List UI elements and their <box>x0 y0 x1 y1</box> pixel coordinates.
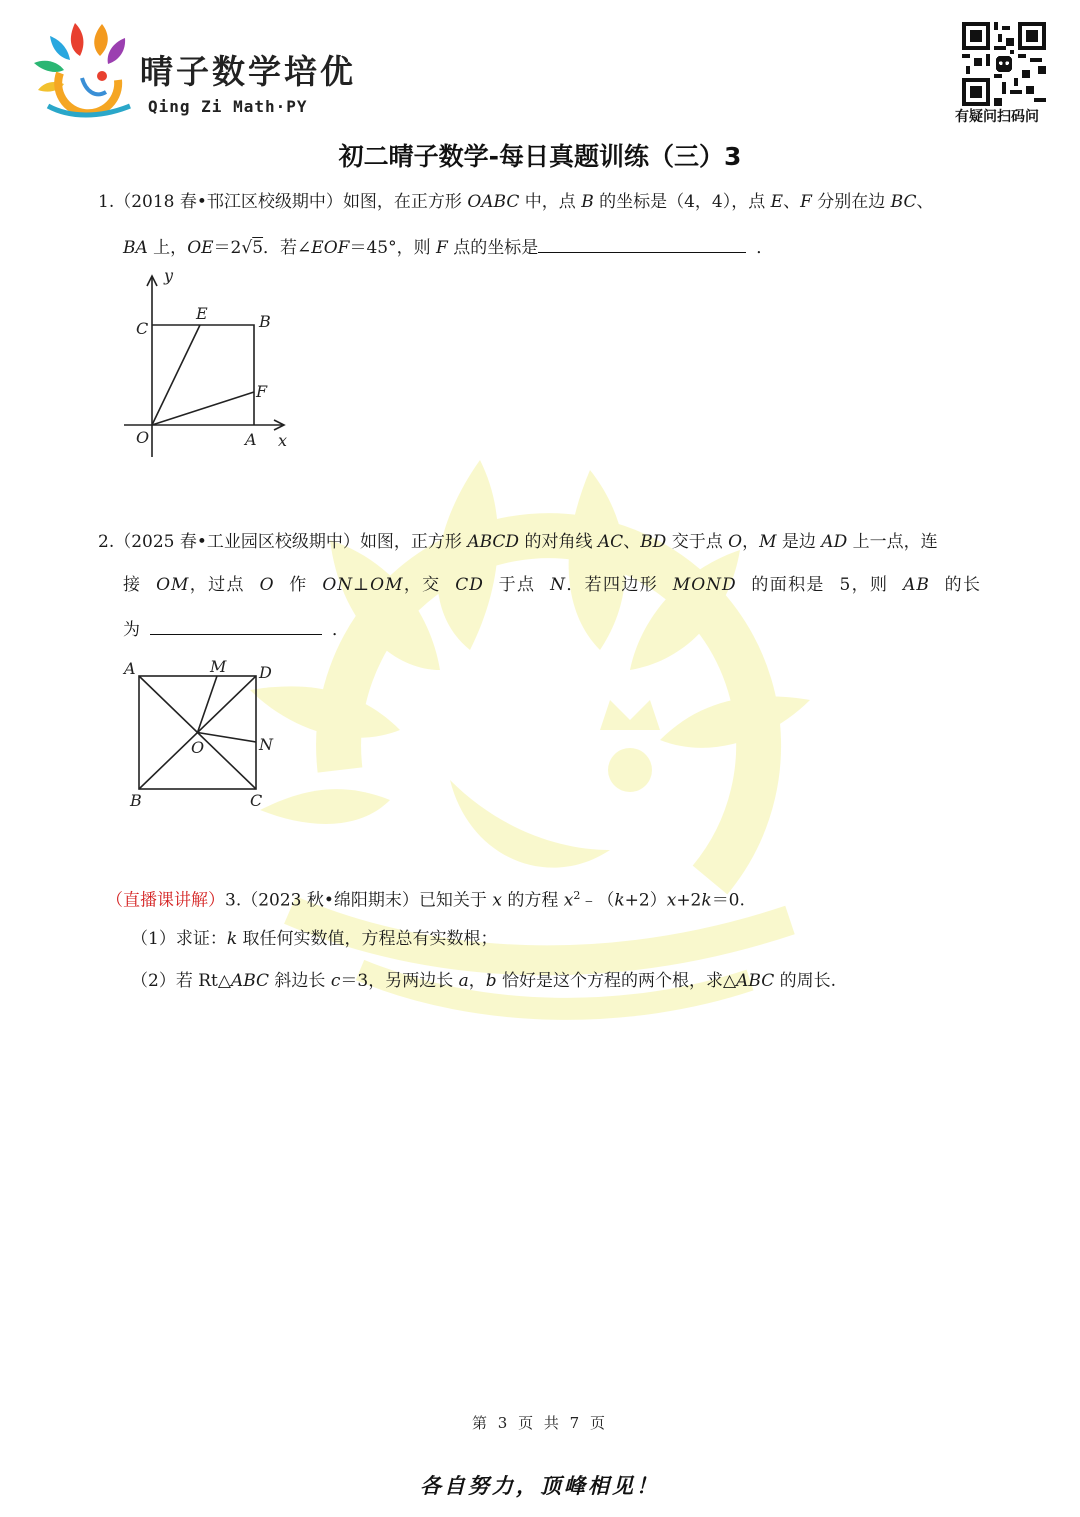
q2-figure <box>120 652 290 817</box>
q1-label-a: A <box>245 430 257 449</box>
qr-caption: 有疑问扫码问 <box>955 109 1039 125</box>
q1-segment-oe <box>152 325 200 425</box>
q1-label-e: E <box>196 304 208 323</box>
q1-square <box>152 325 254 425</box>
page-title: 初二晴子数学-每日真题训练（三）3 <box>338 142 742 171</box>
q1-segment-of <box>152 392 254 425</box>
logo-english-name: Qing Zi Math·PY <box>148 97 308 116</box>
q1-label-o: O <box>136 428 150 447</box>
q1-label-b: B <box>259 312 271 331</box>
q1-line-2: BA 上，OE＝2√5．若∠EOF＝45°，则 F 点的坐标是 ． <box>123 234 773 260</box>
q2-label-d: D <box>259 663 272 682</box>
q3-part-1: （1）求证：k 取任何实数值，方程总有实数根； <box>131 929 498 949</box>
q1-line-1: 1.（2018 春•邗江区校级期中）如图，在正方形 OABC 中，点 B 的坐标是（4，4），点 E、F 分别在边 BC、 <box>98 192 934 212</box>
live-lecture-tag: （直播课讲解） <box>106 890 225 911</box>
q2-label-o: O <box>191 738 205 757</box>
footer-motto: 各自努力，顶峰相见！ <box>420 1473 660 1498</box>
q3-stem: （直播课讲解）3.（2023 秋•绵阳期末）已知关于 x 的方程 $x^2﹣(k+2)x+2k=0$. <box>106 889 745 911</box>
q2-label-b: B <box>130 791 142 810</box>
q2-answer-blank[interactable] <box>150 616 322 635</box>
q1-label-y: y <box>164 266 174 285</box>
q2-label-m: M <box>210 657 227 676</box>
q1-label-x: x <box>278 431 288 450</box>
qr-code-icon[interactable] <box>962 22 1046 106</box>
q2-line-3: 为 ． <box>123 616 349 642</box>
q2-line-1: 2.（2025 春•工业园区校级期中）如图，正方形 ABCD 的对角线 AC、BD 交于点 O，M 是边 AD 上一点，连 <box>98 532 938 552</box>
q2-label-n: N <box>259 735 273 754</box>
qingzi-logo-icon <box>30 18 140 126</box>
q3-part-2: （2）若 Rt△ABC 斜边长 c＝3，另两边长 a，b 恰好是这个方程的两个根，求△ABC 的周长. <box>131 971 837 991</box>
q1-figure <box>120 262 300 462</box>
logo-chinese-name: 晴子数学培优 <box>140 52 356 91</box>
page-number: 第 3 页 共 7 页 <box>472 1414 608 1432</box>
q2-label-c: C <box>250 791 263 810</box>
q2-line-2: 接 OM，过点 O 作 ON⊥OM，交 CD 于点 N．若四边形 MOND 的面积是 5，则 AB 的长 <box>123 575 981 595</box>
q2-label-a: A <box>124 659 136 678</box>
q1-label-f: F <box>256 382 268 401</box>
q1-answer-blank[interactable] <box>538 234 746 253</box>
q1-label-c: C <box>136 319 149 338</box>
